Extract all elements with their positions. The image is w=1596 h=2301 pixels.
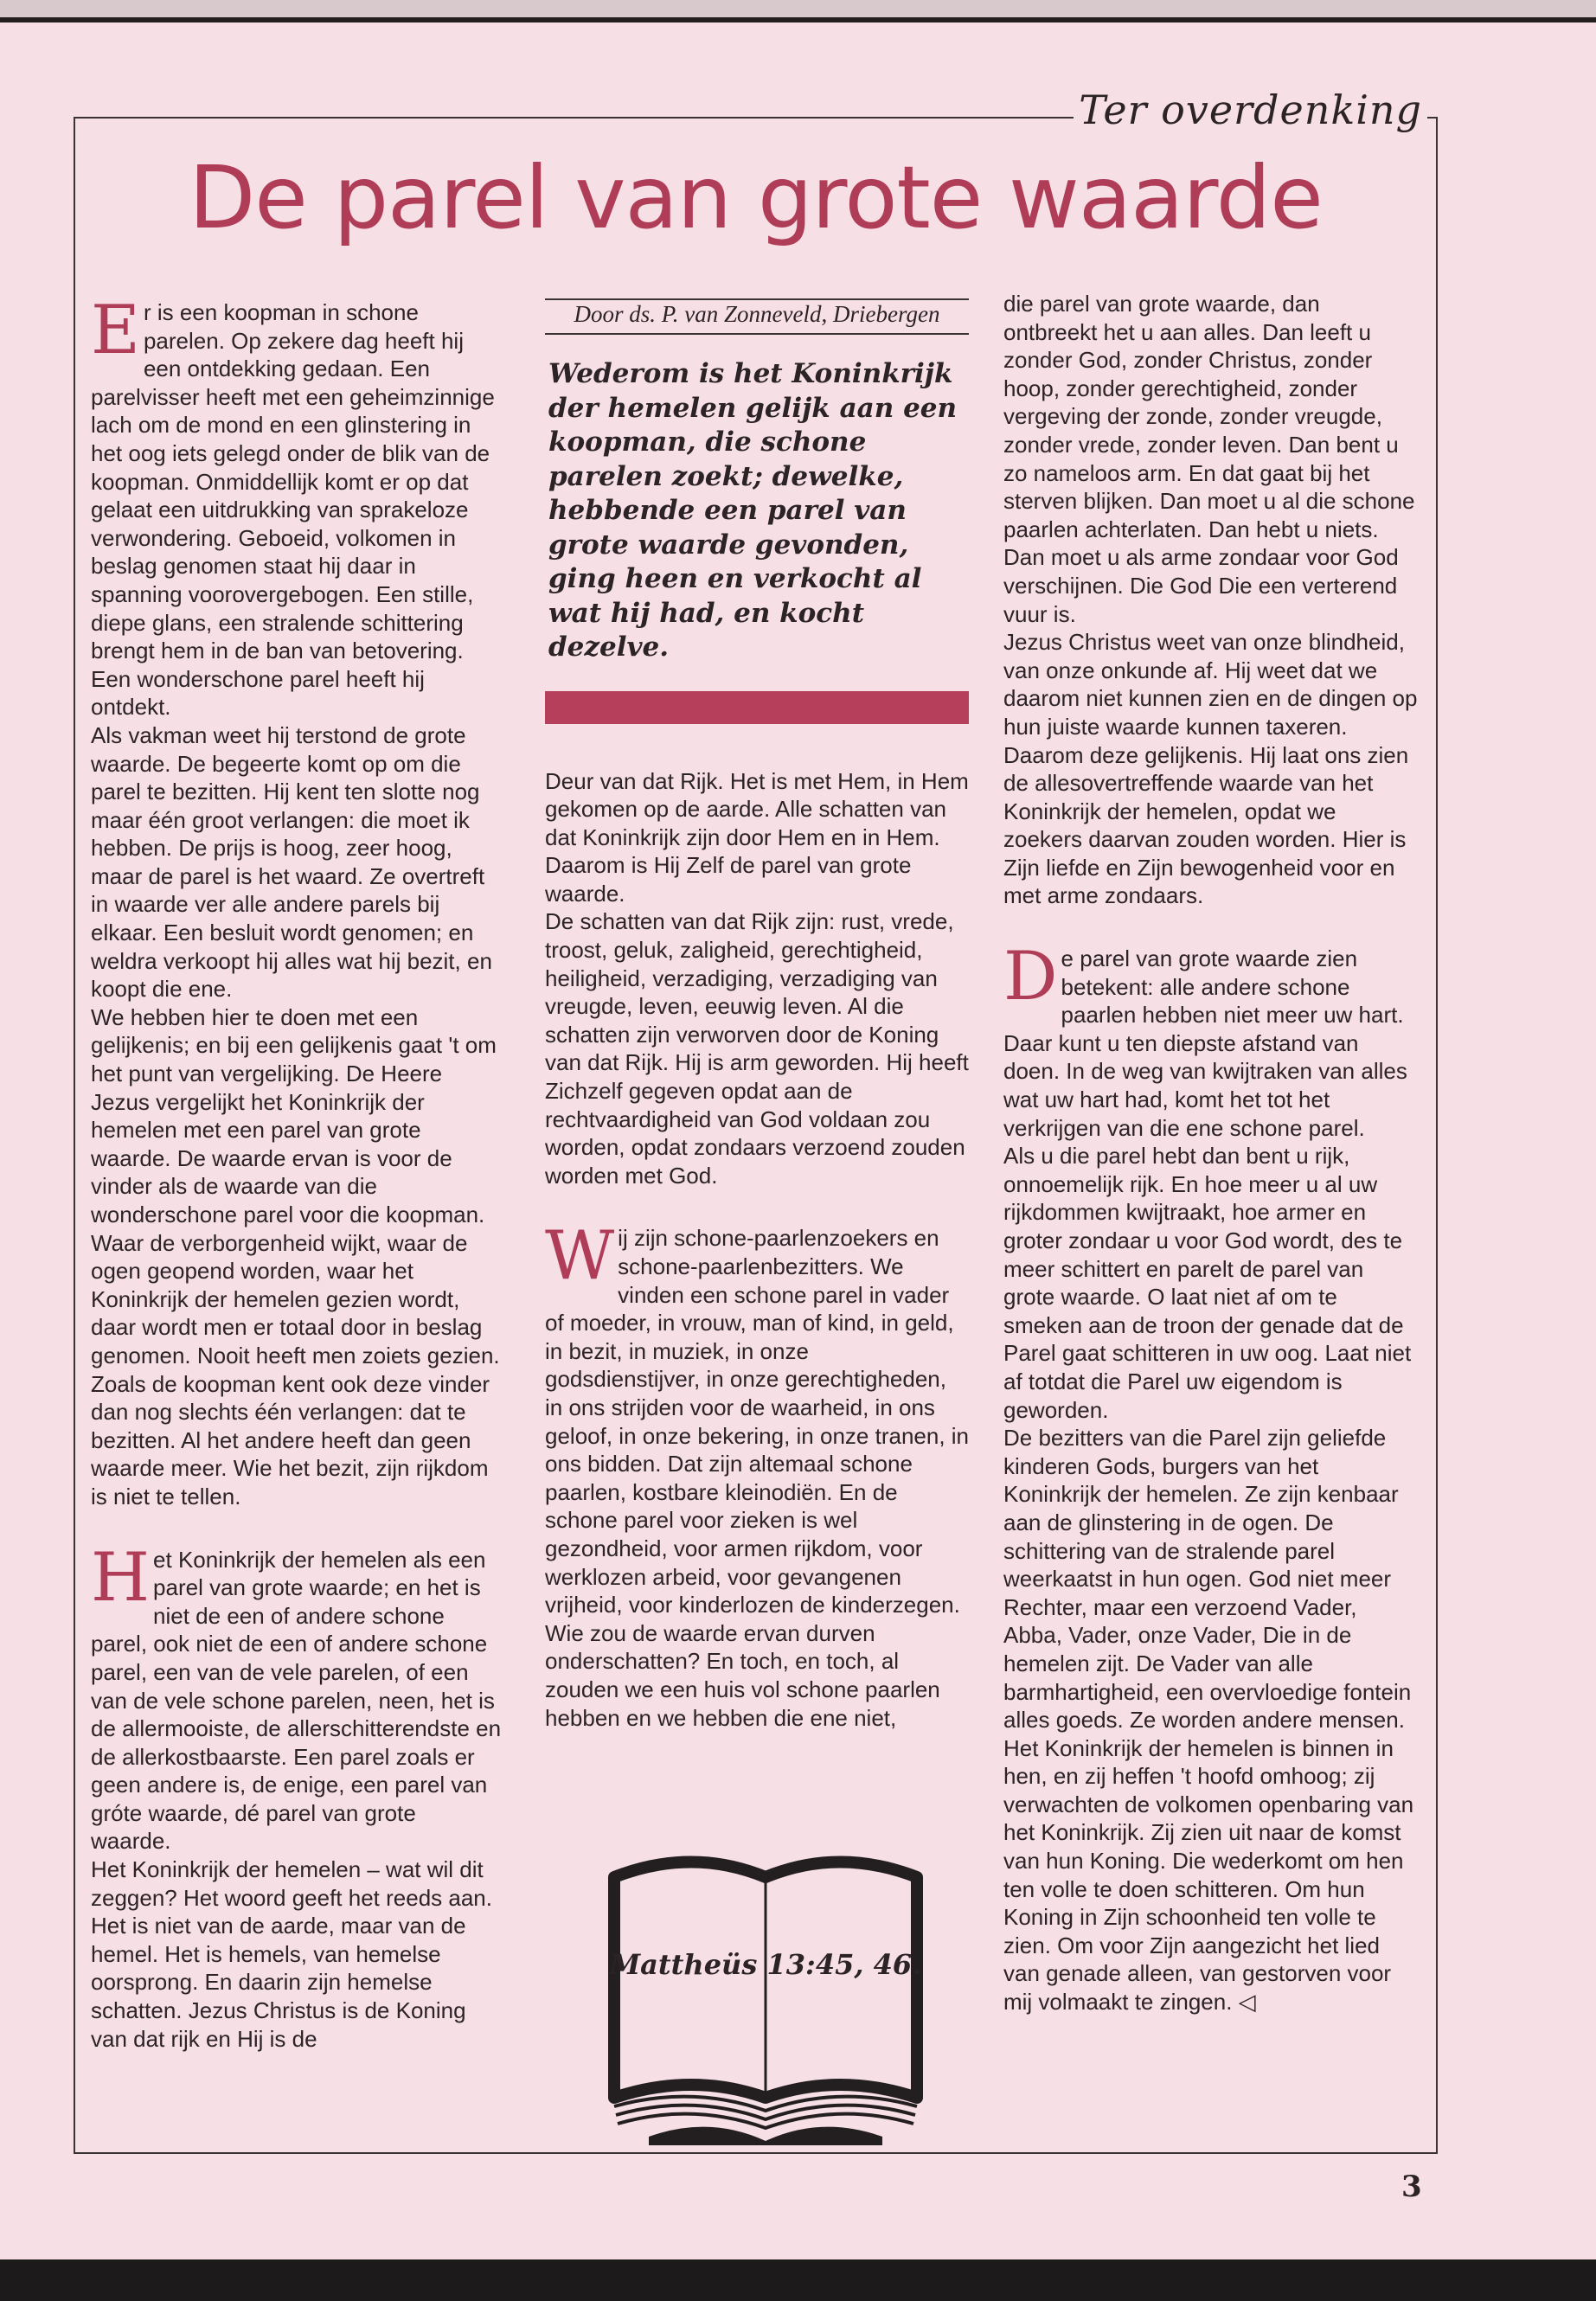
article-column-3: [1003, 290, 1419, 2016]
paragraph: Wie zou de waarde ervan durven onderschatten? En toch, en toch, al zouden we een huis vol schone paarlen hebben en we hebben die ene niet,: [545, 1619, 940, 1731]
drop-cap: H: [91, 1538, 151, 1617]
paragraph: [545, 1217, 970, 1618]
paragraph-text: r is een koopman in schone parelen. Op zekere dag heeft hij een ontdekking gedaan. Een parelvisser heeft met een geheimzinnige lach om de mond en een glinstering in het oog iets gelegd onder de blik van de koopman. Onmiddellijk komt er op dat gelaat een uitdrukking van sprakeloze verwondering. Geboeid, volkomen in beslag genomen staat hij daar in spanning voorovergebogen. Een stille, diepe glans, een stralende schittering brengt hem in de ban van betovering. Een wonderschone parel heeft hij ontdekt.: [91, 299, 495, 721]
page-number: 3: [1401, 2170, 1422, 2204]
paragraph-text: e parel van grote waarde zien betekent: alle andere schone paarlen hebben niet meer uw hart. Daar kunt u ten diepste afstand van doen. In de weg van kwijtraken van alles wat uw hart had, komt het tot het verkrijgen van die ene schone parel.: [1003, 945, 1407, 1141]
pull-quote: Wederom is het Koninkrijk der hemelen gelijk aan een koopman, die schone parelen zoekt; dewelke, hebbende een parel van grote waarde gevonden, ging heen en verkocht al wat hij had, en kocht dezelve.: [548, 358, 958, 663]
book-icon: [597, 1851, 934, 2154]
accent-band: [545, 691, 969, 724]
paragraph: Jezus Christus weet van onze blindheid, van onze onkunde af. Hij weet dat we daarom niet kunnen zien en de dingen op hun juiste waarde kunnen taxeren. Daarom deze gelijkenis. Hij laat ons zien de allesovertreffende waarde van het Koninkrijk der hemelen, opdat we zoekers daarvan zouden worden. Hier is Zijn liefde en Zijn bewogenheid voor en met arme zondaars.: [1003, 629, 1418, 909]
scripture-reference: Mattheüs 13:45, 46.: [609, 1948, 922, 1981]
article-column-2: [545, 298, 969, 1732]
paragraph: We hebben hier te doen met een gelijkenis; en bij een gelijkenis gaat 't om het punt van vergelijking. De Heere Jezus vergelijkt het Koninkrijk der hemelen met een parel van grote waarde. De waarde ervan is voor de vinder als de waarde van die wonderschone parel voor die koopman.: [91, 1003, 497, 1227]
drop-cap: D: [1003, 938, 1058, 1016]
section-label: Ter overdenking: [1074, 87, 1427, 133]
paragraph: Het Koninkrijk der hemelen is binnen in hen, en zij heffen 't hoofd omhoog; zij verwachten de volkomen openbaring van het Koninkrijk. Zij zien uit naar de komst van hun Koning. Die wederkomt om hen ten volle te doen schitteren. Om hun Koning in Zijn schoonheid ten volle te zien. Om voor Zijn aangezicht het lied van genade alleen, van gestorven voor mij volmaakt te zingen. ◁: [1003, 1734, 1414, 2016]
drop-cap: W: [545, 1217, 615, 1296]
paragraph-text: et Koninkrijk der hemelen als een parel van grote waarde; en het is niet de een of andere schone parel, ook niet de een of andere schone parel, een van de vele parelen, of een van de vele schone parelen, neen, het is de allermooiste, de allerschitterendste en de allerkostbaarste. Een parel zoals er geen andere is, de enige, een parel van gróte waarde, dé parel van grote waarde.: [91, 1546, 502, 1855]
byline: Door ds. P. van Zonneveld, Driebergen: [545, 298, 969, 335]
paragraph: [1003, 938, 1419, 1142]
bottom-scan-edge: [0, 2259, 1596, 2301]
paragraph: die parel van grote waarde, dan ontbreekt het u aan alles. Dan leeft u zonder God, zonder Christus, zonder hoop, zonder gerechtigheid, zonder vergeving der zonde, zonder vreugde, zonder vrede, zonder leven. Dan bent u zo nameloos arm. En dat gaat bij het sterven blijken. Dan moet u al die schone paarlen achterlaten. Dan hebt u niets. Dan moet u als arme zondaar voor God verschijnen. Die God Die een verterend vuur is.: [1003, 291, 1415, 627]
paragraph: De schatten van dat Rijk zijn: rust, vrede, troost, geluk, zaligheid, gerechtigheid, heiligheid, verzadiging, verzadiging van vreugde, leven, eeuwig leven. Al die schatten zijn verworven door de Koning van dat Rijk. Hij is arm geworden. Hij heeft Zichzelf gegeven opdat aan de rechtvaardigheid van God voldaan zou worden, opdat zondaars verzoend zouden worden met God.: [545, 908, 969, 1189]
top-rule: [0, 17, 1596, 22]
paragraph: Waar de verborgenheid wijkt, waar de ogen geopend worden, waar het Koninkrijk der hemelen gezien wordt, daar wordt men er totaal door in beslag genomen. Nooit heeft men zoiets gezien. Zoals de koopman kent ook deze vinder dan nog slechts één verlangen: dat te bezitten. Al het andere heeft dan geen waarde meer. Wie het bezit, zijn rijkdom is niet te tellen.: [91, 1229, 500, 1509]
open-book-illustration: [597, 1851, 934, 2154]
paragraph: Het Koninkrijk der hemelen – wat wil dit zeggen? Het woord geeft het reeds aan. Het is niet van de aarde, maar van de hemel. Het is hemels, van hemelse oorsprong. En daarin zijn hemelse schatten. Jezus Christus is de Koning van dat rijk en Hij is de: [91, 1856, 492, 2052]
paragraph: Als vakman weet hij terstond de grote waarde. De begeerte komt op om die parel te bezitten. Hij kent ten slotte nog maar één groot verlangen: die moet ik hebben. De prijs is hoog, zeer hoog, maar de parel is het waard. Ze overtreft in waarde ver alle andere parels bij elkaar. Een besluit wordt genomen; en weldra verkoopt hij alles wat hij bezit, en koopt die ene.: [91, 721, 492, 1003]
top-scan-edge: [0, 0, 1596, 19]
paragraph: [91, 1538, 502, 1856]
drop-cap: E: [91, 292, 140, 369]
headline: De parel van grote waarde: [189, 147, 1323, 248]
paragraph: De bezitters van die Parel zijn geliefde kinderen Gods, burgers van het Koninkrijk der hemelen. Ze zijn kenbaar aan de glinstering in de ogen. De schittering van de stralende parel weerkaatst in hun ogen. God niet meer Rechter, maar een verzoend Vader, Abba, Vader, onze Vader, Die in de hemelen zijt. De Vader van alle barmhartigheid, een overvloedige fontein alles goeds. Ze worden andere mensen.: [1003, 1425, 1412, 1734]
paragraph-text: ij zijn schone-paarlenzoekers en schone-paarlenbezitters. We vinden een schone parel in vader of moeder, in vrouw, man of kind, in geld, in bezit, in muziek, in onze godsdienstijver, in onze gerechtigheden, in ons strijden voor de waarheid, in ons geloof, in onze bekering, in onze tranen, in ons bidden. Dat zijn altemaal schone paarlen, kostbare kleinodiën. En de schone parel voor zieken is wel gezondheid, voor armen rijkdom, voor werklozen arbeid, voor gevangenen vrijheid, voor kinderlozen de kinderzegen.: [545, 1225, 970, 1618]
article-column-1: [91, 292, 502, 2053]
paragraph: Deur van dat Rijk. Het is met Hem, in Hem gekomen op de aarde. Alle schatten van dat Koninkrijk zijn door Hem en in Hem. Daarom is Hij Zelf de parel van grote waarde.: [545, 767, 969, 907]
paragraph: Als u die parel hebt dan bent u rijk, onnoemelijk rijk. En hoe meer u al uw rijkdommen kwijtraakt, hoe armer en groter zondaar u voor God wordt, des te meer schittert en parelt de parel van grote waarde. O laat niet af om te smeken aan de troon der genade dat de Parel gaat schitteren in uw oog. Laat niet af totdat die Parel uw eigendom is geworden.: [1003, 1143, 1412, 1423]
paragraph: [91, 292, 502, 721]
